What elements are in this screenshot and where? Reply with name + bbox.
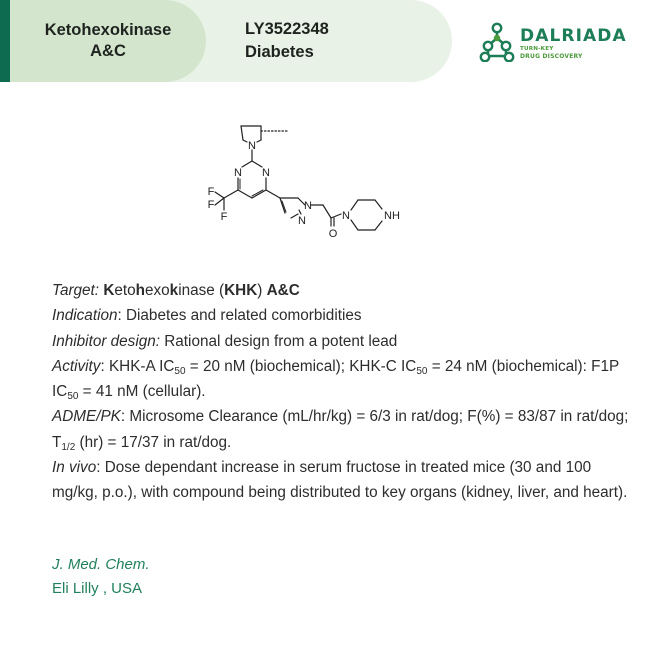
- activity-text: : KHK-A IC: [100, 357, 175, 375]
- inhibitor-design-line: [52, 329, 632, 354]
- indication-value: : Diabetes and related comorbidities: [117, 307, 362, 325]
- header-accent-bar: [0, 0, 10, 82]
- target-name: Ketohexokinase: [44, 21, 172, 39]
- adme-label: ADME/PK: [52, 408, 121, 426]
- target-line: [52, 278, 632, 303]
- atom-label: N: [298, 215, 306, 227]
- journal-name: J. Med. Chem.: [52, 556, 150, 573]
- indication-line: [52, 303, 632, 328]
- atom-label: N: [342, 210, 350, 222]
- target-isoforms: A&C: [90, 42, 126, 60]
- activity-line: [52, 354, 632, 405]
- activity-text: = 20 nM (biochemical); KHK-C IC: [185, 357, 417, 375]
- target-abbreviation: KHK: [224, 282, 258, 299]
- logo-tagline-turnkey: TURN-KEY: [520, 46, 554, 52]
- atom-label: F: [220, 211, 228, 223]
- adme-text: : Microsome Clearance (mL/hr/kg) = 6/3 in rat/dog; F(%) = 83/87 in rat/dog; T: [52, 408, 629, 451]
- target-text: inase (: [178, 282, 225, 299]
- activity-text: = 24 nM (biochemical): F1P IC: [52, 357, 619, 401]
- compound-description: [52, 278, 632, 506]
- atom-label: N: [234, 167, 242, 179]
- target-letter-k: K: [103, 282, 115, 299]
- in-vivo-value: : Dose dependant increase in serum fructose in treated mice (30 and 100 mg/kg, p.o.), with compound being distributed to key organs (kidney, liver, and heart).: [52, 459, 628, 502]
- header-banner: [0, 0, 650, 82]
- ic50-subscript: 50: [174, 365, 186, 377]
- ic50-subscript: 50: [67, 391, 79, 403]
- atom-label: F: [207, 186, 215, 198]
- ic50-subscript: 50: [416, 365, 428, 377]
- in-vivo-line: [52, 455, 632, 506]
- logo-tagline-drug-discovery: DRUG DISCOVERY: [520, 53, 583, 60]
- inhibitor-design-value: Rational design from a potent lead: [160, 332, 398, 350]
- target-isoforms-bold: A&C: [266, 282, 300, 299]
- target-text: exo: [145, 282, 170, 299]
- dalriada-logo: [479, 20, 629, 64]
- source-organization: Eli Lilly , USA: [52, 580, 143, 597]
- indication-label: Indication: [52, 307, 118, 325]
- half-life-subscript: 1/2: [61, 441, 76, 453]
- activity-label: Activity: [52, 357, 101, 375]
- compound-name: LY3522348: [245, 20, 329, 38]
- in-vivo-label: In vivo: [52, 459, 97, 477]
- target-text: ): [257, 282, 263, 299]
- atom-label: F: [207, 199, 215, 211]
- adme-text: (hr) = 17/37 in rat/dog.: [75, 433, 232, 451]
- adme-line: [52, 404, 632, 455]
- target-text: eto: [114, 282, 136, 299]
- atom-label: O: [328, 228, 338, 240]
- logo-wordmark: DALRIADA: [520, 26, 627, 46]
- chemical-structure: [195, 118, 415, 248]
- target-letter-k2: k: [169, 282, 179, 299]
- target-label: Target:: [52, 282, 100, 299]
- target-letter-h: h: [135, 282, 145, 299]
- logo-molecule-icon: [479, 22, 517, 62]
- target-pill: [10, 0, 206, 82]
- atom-label: N: [248, 140, 256, 152]
- atom-label: N: [304, 200, 312, 212]
- inhibitor-design-label: Inhibitor design:: [52, 332, 160, 350]
- header-indication: Diabetes: [245, 43, 314, 61]
- atom-label: N: [262, 167, 270, 179]
- atom-label: NH: [384, 210, 400, 222]
- reference: [52, 553, 150, 601]
- compound-info: [245, 18, 329, 64]
- activity-text: = 41 nM (cellular).: [78, 383, 206, 401]
